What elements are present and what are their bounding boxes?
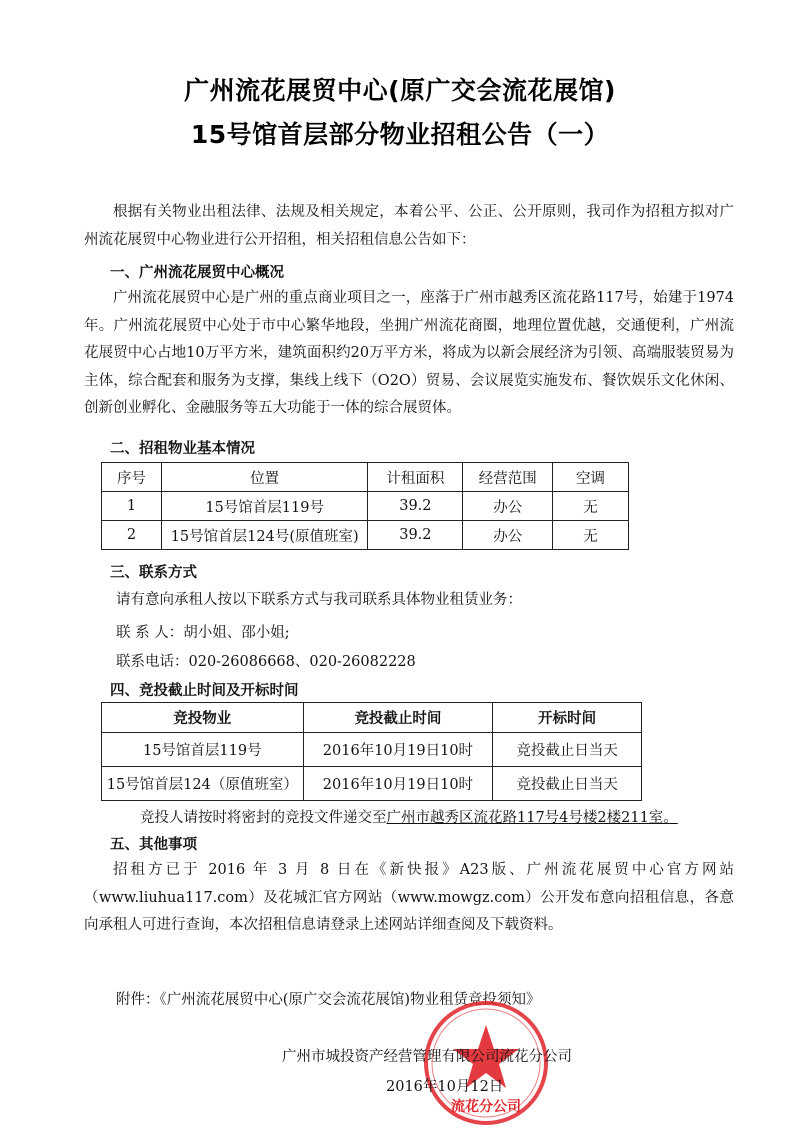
table-cell: 15号馆首层124号(原值班室) <box>161 521 368 550</box>
table-row <box>102 492 629 521</box>
header-cell: 开标时间 <box>493 703 642 733</box>
table-cell: 15号馆首层119号 <box>102 733 304 767</box>
table-cell: 39.2 <box>368 521 463 550</box>
table-header-row <box>102 703 642 733</box>
section-1-heading: 一、广州流花展贸中心概况 <box>110 265 284 281</box>
table-cell: 无 <box>553 521 629 550</box>
header-cell: 序号 <box>102 463 162 492</box>
section-4-heading: 四、竞投截止时间及开标时间 <box>110 683 299 699</box>
table-cell: 39.2 <box>368 492 463 521</box>
contact-phone: 联系电话：020-26086668、020-26082228 <box>116 654 416 670</box>
intro-paragraph: 根据有关物业出租法律、法规及相关规定，本着公平、公正、公开原则，我司作为招租方拟对广州流花展贸中心物业进行公开招租，相关招租信息公告如下： <box>84 204 734 248</box>
submission-note-prefix: 竞投人请按时将密封的竞投文件递交至 <box>140 810 387 826</box>
submission-address: 广州市越秀区流花路117号4号楼2楼211室。 <box>386 810 678 826</box>
table-row <box>102 767 642 801</box>
seal-bottom-text: 流花分公司 <box>451 1099 521 1115</box>
section-2-heading: 二、招租物业基本情况 <box>110 441 255 457</box>
section-1-text: 广州流花展贸中心是广州的重点商业项目之一，座落于广州市越秀区流花路117号，始建于1974年。广州流花展贸中心处于市中心繁华地段，坐拥广州流花商圈，地理位置优越，交通便利，广州流花展贸中心占地10万平方米，建筑面积约20万平方米，将成为以新会展经济为引领、高端服装贸易为主体，综合配套和服务为支撑，集线上线下（O2O）贸易、会议展览实施发布、餐饮娱乐文化休闲、创新创业孵化、金融服务等五大功能于一体的综合展贸体。 <box>84 290 734 416</box>
header-cell: 竞投截止时间 <box>303 703 493 733</box>
section-3-heading: 三、联系方式 <box>110 565 197 581</box>
title-line-2: 15号馆首层部分物业招租公告（一） <box>190 120 610 149</box>
table-cell: 竞投截止日当天 <box>493 767 642 801</box>
contact-person: 联 系 人：胡小姐、邵小姐; <box>116 625 290 641</box>
table-cell: 2016年10月19日10时 <box>303 767 493 801</box>
header-cell: 空调 <box>553 463 629 492</box>
property-table <box>101 462 629 550</box>
header-cell: 竞投物业 <box>102 703 304 733</box>
table-header-row <box>102 463 629 492</box>
signer-name: 广州市城投资产经营管理有限公司流花分公司 <box>282 1049 572 1065</box>
table-row <box>102 521 629 550</box>
section-5-heading: 五、其他事项 <box>110 837 197 853</box>
title-line-1: 广州流花展贸中心(原广交会流花展馆) <box>184 76 616 105</box>
table-cell: 办公 <box>463 521 553 550</box>
header-cell: 经营范围 <box>463 463 553 492</box>
attachment-line: 附件：《广州流花展贸中心(原广交会流花展馆)物业租赁竞投须知》 <box>116 992 541 1008</box>
signing-date: 2016年10月12日 <box>386 1079 504 1095</box>
table-cell: 竞投截止日当天 <box>493 733 642 767</box>
table-cell: 15号馆首层124（原值班室） <box>102 767 304 801</box>
table-cell: 无 <box>553 492 629 521</box>
table-row <box>102 733 642 767</box>
header-cell: 位置 <box>161 463 368 492</box>
table-cell: 2016年10月19日10时 <box>303 733 493 767</box>
table-cell: 15号馆首层119号 <box>161 492 368 521</box>
table-cell: 2 <box>102 521 162 550</box>
submission-note <box>140 806 678 827</box>
header-cell: 计租面积 <box>368 463 463 492</box>
bidding-table <box>101 702 642 801</box>
table-cell: 办公 <box>463 492 553 521</box>
section-5-text: 招租方已于 2016 年 3 月 8 日在《新快报》A23版、广州流花展贸中心官方网站（www.liuhua117.com）及花城汇官方网站（www.mowgz.com）公开发布意向招租信息，各意向承租人可进行查询，本次招租信息请登录上述网站详细查阅及下载资料。 <box>84 862 734 933</box>
contact-intro: 请有意向承租人按以下联系方式与我司联系具体物业租赁业务： <box>116 592 522 608</box>
table-cell: 1 <box>102 492 162 521</box>
